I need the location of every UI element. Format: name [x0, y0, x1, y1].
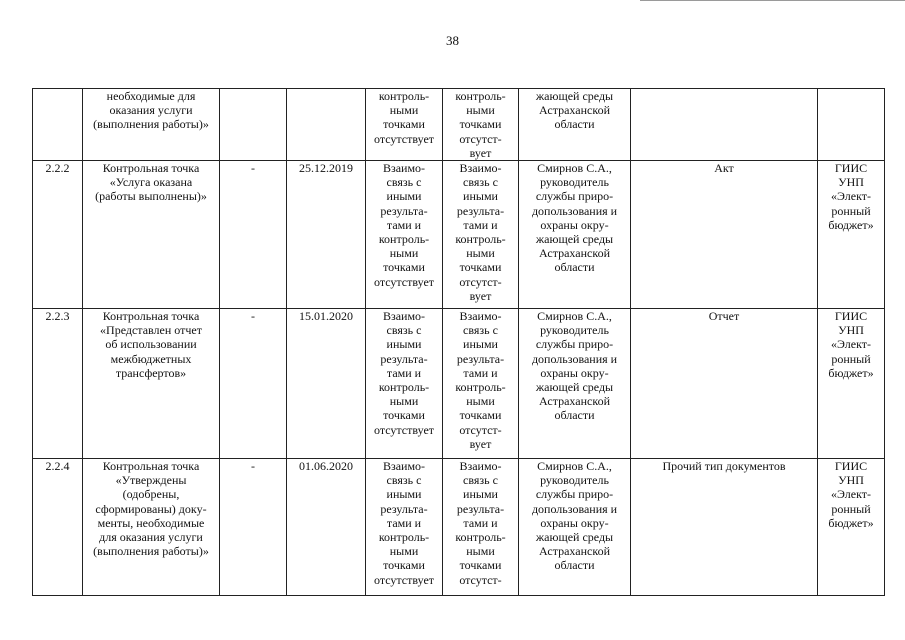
control-points-table — [32, 88, 885, 596]
start-date — [220, 89, 287, 161]
relation-successor: Взаимо- связь с иными результа- тами и контроль- ными точками отсутст- — [443, 459, 519, 596]
responsible-person: Смирнов С.А., руководитель службы приро- допользования и охраны окру- жающей среды Астраханской области — [519, 309, 631, 459]
table-row — [33, 459, 885, 596]
end-date — [287, 89, 366, 161]
start-date: - — [220, 459, 287, 596]
document-type: Акт — [631, 161, 818, 309]
top-rule — [640, 0, 905, 1]
relation-predecessor: Взаимо- связь с иными результа- тами и контроль- ными точками отсутствует — [366, 161, 443, 309]
information-system — [818, 89, 885, 161]
control-point-name: Контрольная точка «Утверждены (одобрены, сформированы) доку- менты, необходимые для оказания услуги (выполнения работы)» — [83, 459, 220, 596]
row-number — [33, 89, 83, 161]
end-date: 01.06.2020 — [287, 459, 366, 596]
responsible-person: Смирнов С.А., руководитель службы приро- допользования и охраны окру- жающей среды Астраханской области — [519, 161, 631, 309]
start-date: - — [220, 161, 287, 309]
document-type — [631, 89, 818, 161]
table-row — [33, 161, 885, 309]
page-number: 38 — [446, 33, 459, 48]
relation-predecessor: контроль- ными точками отсутствует — [366, 89, 443, 161]
row-number: 2.2.4 — [33, 459, 83, 596]
end-date: 15.01.2020 — [287, 309, 366, 459]
control-point-name: Контрольная точка «Представлен отчет об использовании межбюджетных трансфертов» — [83, 309, 220, 459]
relation-successor: контроль- ными точками отсутст- вует — [443, 89, 519, 161]
relation-successor: Взаимо- связь с иными результа- тами и контроль- ными точками отсутст- вует — [443, 309, 519, 459]
document-type: Отчет — [631, 309, 818, 459]
start-date: - — [220, 309, 287, 459]
relation-successor: Взаимо- связь с иными результа- тами и контроль- ными точками отсутст- вует — [443, 161, 519, 309]
information-system: ГИИС УНП «Элект- ронный бюджет» — [818, 459, 885, 596]
information-system: ГИИС УНП «Элект- ронный бюджет» — [818, 161, 885, 309]
document-type: Прочий тип документов — [631, 459, 818, 596]
end-date: 25.12.2019 — [287, 161, 366, 309]
information-system: ГИИС УНП «Элект- ронный бюджет» — [818, 309, 885, 459]
table-row — [33, 89, 885, 161]
row-number: 2.2.3 — [33, 309, 83, 459]
control-point-name: Контрольная точка «Услуга оказана (работы выполнены)» — [83, 161, 220, 309]
row-number: 2.2.2 — [33, 161, 83, 309]
relation-predecessor: Взаимо- связь с иными результа- тами и контроль- ными точками отсутствует — [366, 309, 443, 459]
table-row — [33, 309, 885, 459]
responsible-person: Смирнов С.А., руководитель службы приро- допользования и охраны окру- жающей среды Астраханской области — [519, 459, 631, 596]
responsible-person: жающей среды Астраханской области — [519, 89, 631, 161]
relation-predecessor: Взаимо- связь с иными результа- тами и контроль- ными точками отсутствует — [366, 459, 443, 596]
control-point-name: необходимые для оказания услуги (выполнения работы)» — [83, 89, 220, 161]
